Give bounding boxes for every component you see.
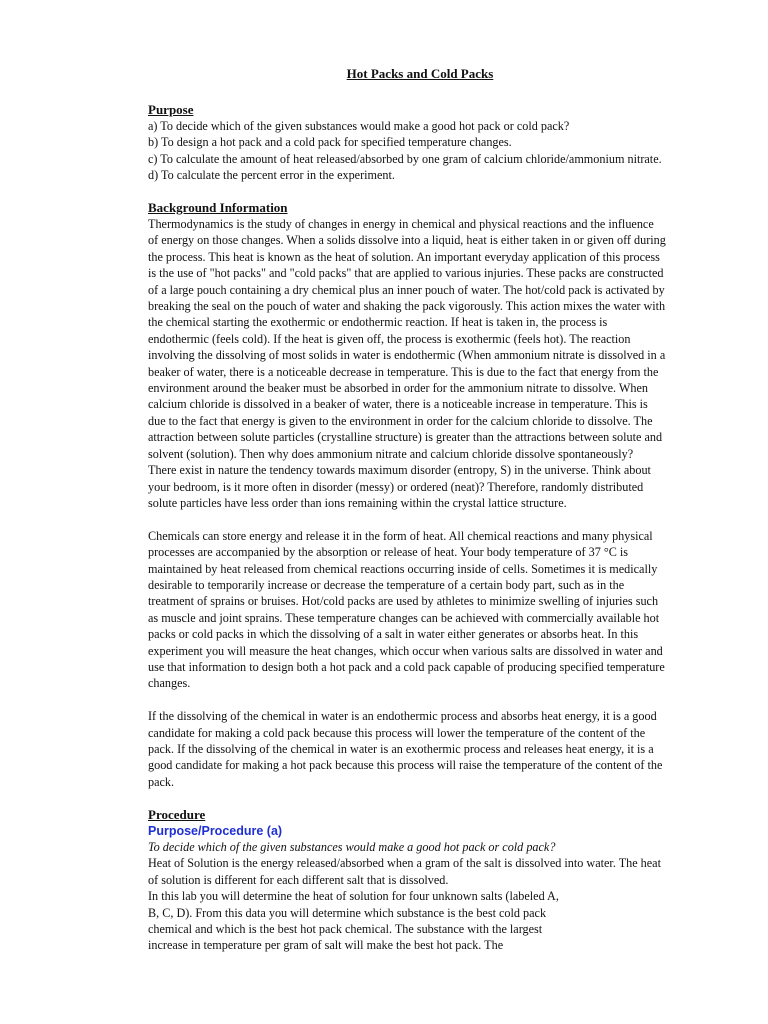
background-section bbox=[148, 200, 728, 790]
text-line: d) To calculate the percent error in the experiment. bbox=[148, 168, 395, 183]
background-heading: Background Information bbox=[148, 200, 288, 216]
procedure-subheading: Purpose/Procedure (a) bbox=[148, 823, 283, 838]
background-paragraph-3 bbox=[148, 708, 728, 790]
spacer bbox=[148, 790, 728, 806]
text-line: processes are accompanied by the absorption or release of heat. Your body temperature of 37 °C is bbox=[148, 545, 629, 560]
text-line: treatment of sprains or bruises. Hot/cold packs are used by athletes to minimize swelling of injuries such bbox=[148, 594, 659, 609]
text-line: Chemicals can store energy and release it in the form of heat. All chemical reactions and many physical bbox=[148, 528, 653, 543]
text-line: breaking the seal on the pouch of water and shaking the pack vigorously. This action mixes the water with bbox=[148, 299, 666, 314]
spacer bbox=[148, 511, 728, 527]
text-line: is the use of "hot packs" and "cold packs" that are applied to various injuries. These packs are constructed bbox=[148, 266, 664, 281]
text-line: packs or cold packs in which the dissolving of a salt in water either generates or absorbs heat. In this bbox=[148, 627, 639, 642]
text-line: of a large pouch containing a dry chemical plus an inner pouch of water. The hot/cold pack is activated by bbox=[148, 282, 665, 297]
spacer bbox=[148, 692, 728, 708]
text-line: solvent (solution). Then why does ammonium nitrate and calcium chloride dissolve spontaneously? bbox=[148, 446, 634, 461]
procedure-question: To decide which of the given substances would make a good hot pack or cold pack? bbox=[148, 840, 556, 854]
text-line: as muscle and joint sprains. These temperature changes can be achieved with commercially available hot bbox=[148, 610, 660, 625]
text-line: good candidate for making a hot pack because this process will raise the temperature of the content of the bbox=[148, 758, 663, 773]
text-line: pack. bbox=[148, 774, 175, 789]
text-line: endothermic (feels cold). If the heat is given off, the process is exothermic (feels hot). The reaction bbox=[148, 331, 631, 346]
background-paragraph-1 bbox=[148, 216, 728, 511]
text-line: of solution is different for each different salt that is dissolved. bbox=[148, 872, 449, 887]
procedure-section bbox=[148, 807, 728, 954]
document-title: Hot Packs and Cold Packs bbox=[346, 66, 494, 81]
purpose-list bbox=[148, 118, 728, 184]
text-line: use that information to design both a hot pack and a cold pack capable of producing specified temperature bbox=[148, 659, 665, 674]
text-line: experiment you will measure the heat changes, which occur when various salts are dissolved in water and bbox=[148, 643, 663, 658]
text-line: solute particles have less order than ions remaining within the crystal lattice structure. bbox=[148, 495, 567, 510]
text-line: candidate for making a cold pack because this process will lower the temperature of the content of the bbox=[148, 725, 646, 740]
text-line: There exist in nature the tendency towards maximum disorder (entropy, S) in the universe. Think about bbox=[148, 463, 651, 478]
text-line: due to the fact that energy is given to the environment in order for the calcium chloride to dissolve. The bbox=[148, 413, 653, 428]
purpose-heading: Purpose bbox=[148, 102, 194, 117]
text-line: of energy on those changes. When a solids dissolve into a liquid, heat is either taken in or given off during bbox=[148, 233, 666, 248]
background-paragraph-2 bbox=[148, 528, 728, 692]
text-line: chemical and which is the best hot pack chemical. The substance with the largest bbox=[148, 922, 543, 937]
spacer bbox=[148, 184, 728, 200]
text-line: If the dissolving of the chemical in water is an endothermic process and absorbs heat energy, it is a good bbox=[148, 709, 657, 724]
text-line: calcium chloride is dissolved in a beaker of water, there is a noticeable increase in temperature. This is bbox=[148, 397, 648, 412]
text-line: desirable to temporarily increase or decrease the temperature of a certain body part, such as in the bbox=[148, 577, 625, 592]
text-line: the process. This heat is known as the heat of solution. An important everyday application of this process bbox=[148, 249, 660, 264]
text-line: maintained by heat released from chemical reactions occurring inside of cells. Sometimes it is medically bbox=[148, 561, 658, 576]
text-line: beaker of water, there is a noticeable decrease in temperature. This is due to the fact that energy from the bbox=[148, 364, 659, 379]
text-line: environment around the beaker must be absorbed in order for the ammonium nitrate to dissolve. When bbox=[148, 381, 649, 396]
text-line: your bedroom, is it more often in disorder (messy) or ordered (neat)? Therefore, randomly distributed bbox=[148, 479, 644, 494]
text-line: the chemical starting the exothermic or endothermic reaction. If heat is taken in, the process is bbox=[148, 315, 608, 330]
text-line: pack. If the dissolving of the chemical in water is an exothermic process and releases heat energy, it is a bbox=[148, 741, 654, 756]
text-line: b) To design a hot pack and a cold pack for specified temperature changes. bbox=[148, 135, 512, 150]
text-line: involving the dissolving of most solids in water is endothermic (When ammonium nitrate is dissolved in a bbox=[148, 348, 666, 363]
text-line: c) To calculate the amount of heat released/absorbed by one gram of calcium chloride/ammonium nitrate. bbox=[148, 151, 662, 166]
text-line: Thermodynamics is the study of changes in energy in chemical and physical reactions and the influence bbox=[148, 217, 654, 232]
text-line: changes. bbox=[148, 676, 191, 691]
text-line: a) To decide which of the given substances would make a good hot pack or cold pack? bbox=[148, 119, 570, 133]
procedure-heading: Procedure bbox=[148, 806, 206, 822]
text-line: In this lab you will determine the heat of solution for four unknown salts (labeled A, bbox=[148, 889, 559, 904]
text-line: Heat of Solution is the energy released/absorbed when a gram of the salt is dissolved into water. The heat bbox=[148, 856, 661, 871]
procedure-text bbox=[148, 855, 728, 953]
text-line: increase in temperature per gram of salt will make the best hot pack. The bbox=[148, 938, 504, 953]
text-line: attraction between solute particles (crystalline structure) is greater than the attractions between solute and bbox=[148, 430, 663, 445]
purpose-section bbox=[148, 102, 728, 184]
text-line: B, C, D). From this data you will determine which substance is the best cold pack bbox=[148, 905, 547, 920]
